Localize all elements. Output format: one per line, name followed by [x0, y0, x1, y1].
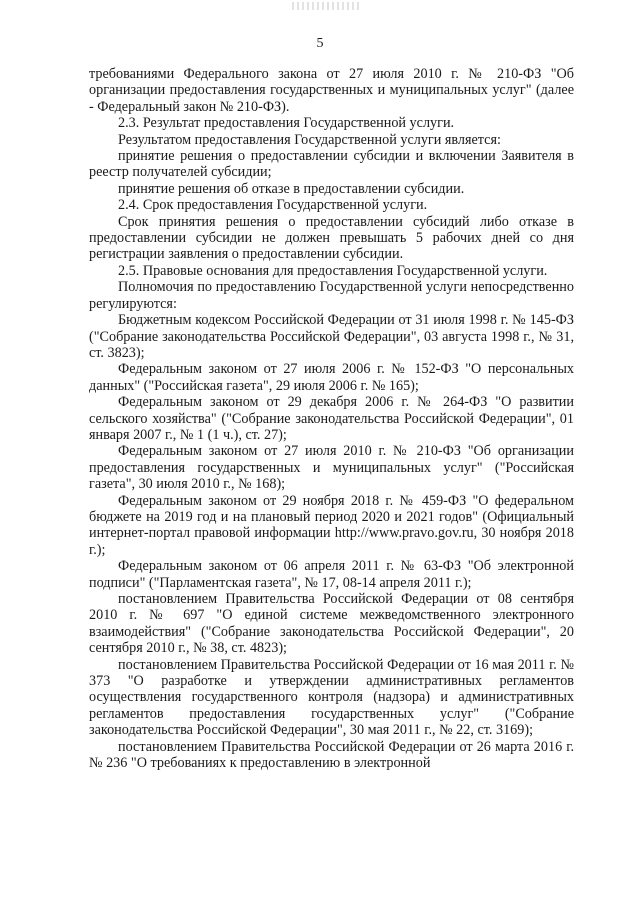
legal-basis-item: постановлением Правительства Российской Федерации от 26 марта 2016 г. № 236 "О требованиях к предоставлению в электронной: [89, 738, 574, 772]
legal-basis-item: Федеральным законом от 27 июля 2010 г. № 210-ФЗ "Об организации предоставления государственных и муниципальных услуг" ("Российская газета", 30 июля 2010 г., № 168);: [89, 443, 574, 493]
legal-basis-item: Федеральным законом от 06 апреля 2011 г. № 63-ФЗ "Об электронной подписи" ("Парламентская газета", № 17, 08-14 апреля 2011 г.);: [89, 558, 574, 591]
paragraph: Срок принятия решения о предоставлении субсидий либо отказе в предоставлении субсидии не должен превышать 5 рабочих дней со дня регистрации заявления о предоставлении субсидии.: [89, 213, 574, 263]
legal-basis-item: постановлением Правительства Российской Федерации от 16 мая 2011 г. № 373 "О разработке и утверждении административных регламентов осуществления государственного контроля (надзора) и административных регламентов предоставления государственных услуг" ("Собрание законодательства Российской Федерации", 30 мая 2011 г., № 22, ст. 3169);: [89, 656, 574, 739]
paragraph: Результатом предоставления Государственной услуги является:: [118, 131, 501, 148]
legal-basis-item: Федеральным законом от 29 ноября 2018 г. № 459-ФЗ "О федеральном бюджете на 2019 год и на плановый период 2020 и 2021 годов" (Официальный интернет-портал правовой информации http://www.pravo.gov.ru, 30 ноября 2018 г.);: [89, 492, 574, 558]
section-heading-2-5: 2.5. Правовые основания для предоставления Государственной услуги.: [118, 262, 548, 279]
paragraph: Полномочия по предоставлению Государственной услуги непосредственно регулируются:: [89, 279, 574, 312]
legal-basis-item: постановлением Правительства Российской Федерации от 08 сентября 2010 г. № 697 "О единой системе межведомственного электронного взаимодействия" ("Собрание законодательства Российской Федерации", 20 сентября 2010 г., № 38, ст. 4823);: [89, 591, 574, 657]
page-number: 5: [316, 36, 324, 51]
legal-basis-item: Федеральным законом от 27 июля 2006 г. № 152-ФЗ "О персональных данных" ("Российская газета", 29 июля 2006 г. № 165);: [89, 361, 574, 394]
section-heading-2-3: 2.3. Результат предоставления Государственной услуги.: [118, 115, 455, 132]
scan-artifact: [292, 2, 362, 10]
legal-basis-item: Бюджетным кодексом Российской Федерации от 31 июля 1998 г. № 145-ФЗ ("Собрание законодательства Российской Федерации", 03 августа 1998 г., № 31, ст. 3823);: [89, 312, 574, 361]
document-body: [89, 66, 574, 771]
list-item: принятие решения о предоставлении субсидии и включении Заявителя в реестр получателей субсидии;: [89, 148, 574, 181]
section-heading-2-4: 2.4. Срок предоставления Государственной услуги.: [118, 197, 428, 214]
paragraph-continuation: требованиями Федерального закона от 27 июля 2010 г. № 210-ФЗ "Об организации предоставления государственных и муниципальных услуг" (далее - Федеральный закон № 210-ФЗ).: [89, 66, 574, 115]
legal-basis-item: Федеральным законом от 29 декабря 2006 г. № 264-ФЗ "О развитии сельского хозяйства" ("Собрание законодательства Российской Федерации", 01 января 2007 г., № 1 (1 ч.), ст. 27);: [89, 394, 574, 443]
list-item: принятие решения об отказе в предоставлении субсидии.: [118, 180, 465, 197]
